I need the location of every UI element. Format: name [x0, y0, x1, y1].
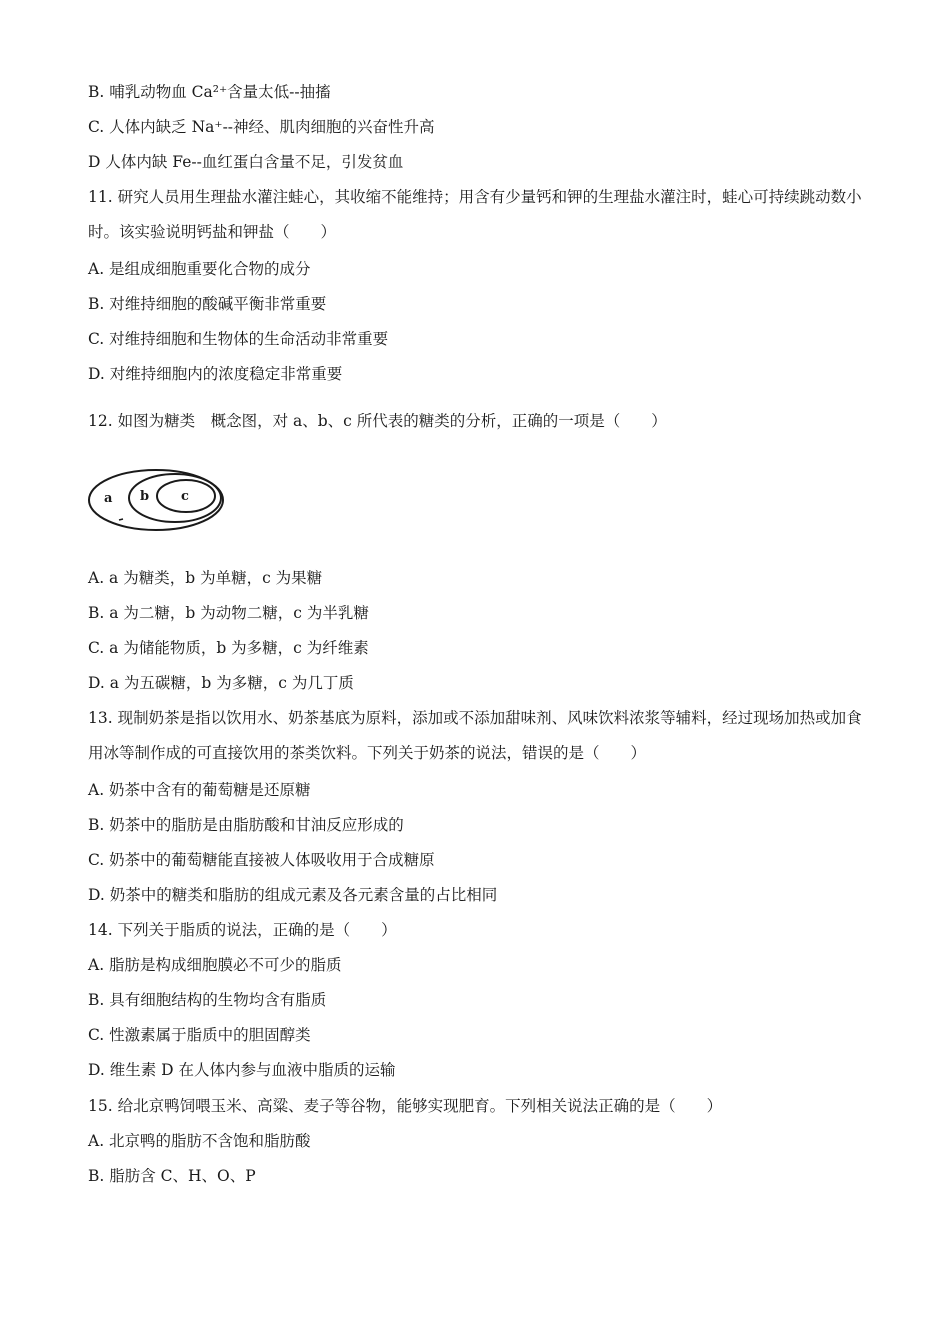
q12-option-b: B. a 为二糖，b 为动物二糖，c 为半乳糖	[88, 604, 369, 622]
q14-stem: 14. 下列关于脂质的说法，正确的是（ ）	[88, 921, 397, 939]
q14-option-a: A. 脂肪是构成细胞膜必不可少的脂质	[88, 956, 342, 974]
q13-option-c: C. 奶茶中的葡萄糖能直接被人体吸收用于合成糖原	[88, 851, 435, 869]
q11-option-d: D. 对维持细胞内的浓度稳定非常重要	[88, 365, 343, 383]
q13-option-d: D. 奶茶中的糖类和脂肪的组成元素及各元素含量的占比相同	[88, 886, 498, 904]
q13-option-b: B. 奶茶中的脂肪是由脂肪酸和甘油反应形成的	[88, 816, 404, 834]
q14-option-b: B. 具有细胞结构的生物均含有脂质	[88, 991, 327, 1009]
q13-option-a: A. 奶茶中含有的葡萄糖是还原糖	[88, 781, 311, 799]
q11-option-c: C. 对维持细胞和生物体的生命活动非常重要	[88, 330, 389, 348]
q13-stem: 13. 现制奶茶是指以饮用水、奶茶基底为原料，添加或不添加甜味剂、风味饮料浓浆等辅料，经过现场加热或加食用冰等制作成的可直接饮用的茶类饮料。下列关于奶茶的说法，错误的是（ ）	[88, 709, 862, 762]
q12-option-d: D. a 为五碳糖，b 为多糖，c 为几丁质	[88, 674, 354, 692]
stray-mark	[119, 519, 123, 520]
sugar-concept-diagram	[86, 468, 230, 532]
q15-option-a: A. 北京鸭的脂肪不含饱和脂肪酸	[88, 1132, 311, 1150]
q10-option-c: C. 人体内缺乏 Na⁺--神经、肌肉细胞的兴奋性升高	[88, 118, 435, 136]
q12-option-a: A. a 为糖类，b 为单糖，c 为果糖	[88, 569, 323, 587]
q15-option-b: B. 脂肪含 C、H、O、P	[88, 1167, 256, 1185]
label-b: b	[140, 489, 150, 504]
q11-option-a: A. 是组成细胞重要化合物的成分	[88, 260, 311, 278]
q11-stem: 11. 研究人员用生理盐水灌注蛙心，其收缩不能维持；用含有少量钙和钾的生理盐水灌注时，蛙心可持续跳动数小时。该实验说明钙盐和钾盐（ ）	[88, 188, 862, 241]
q10-option-d: D 人体内缺 Fe--血红蛋白含量不足，引发贫血	[88, 153, 404, 171]
q11-option-b: B. 对维持细胞的酸碱平衡非常重要	[88, 295, 327, 313]
q12-stem: 12. 如图为糖类 概念图，对 a、b、c 所代表的糖类的分析，正确的一项是（ ）	[88, 412, 667, 430]
label-c: c	[181, 489, 189, 504]
q14-option-d: D. 维生素 D 在人体内参与血液中脂质的运输	[88, 1061, 396, 1079]
q10-option-b: B. 哺乳动物血 Ca²⁺含量太低--抽搐	[88, 83, 331, 101]
q14-option-c: C. 性激素属于脂质中的胆固醇类	[88, 1026, 311, 1044]
q12-option-c: C. a 为储能物质，b 为多糖，c 为纤维素	[88, 639, 369, 657]
label-a: a	[104, 491, 113, 506]
q15-stem: 15. 给北京鸭饲喂玉米、高粱、麦子等谷物，能够实现肥育。下列相关说法正确的是（ ）	[88, 1097, 723, 1115]
